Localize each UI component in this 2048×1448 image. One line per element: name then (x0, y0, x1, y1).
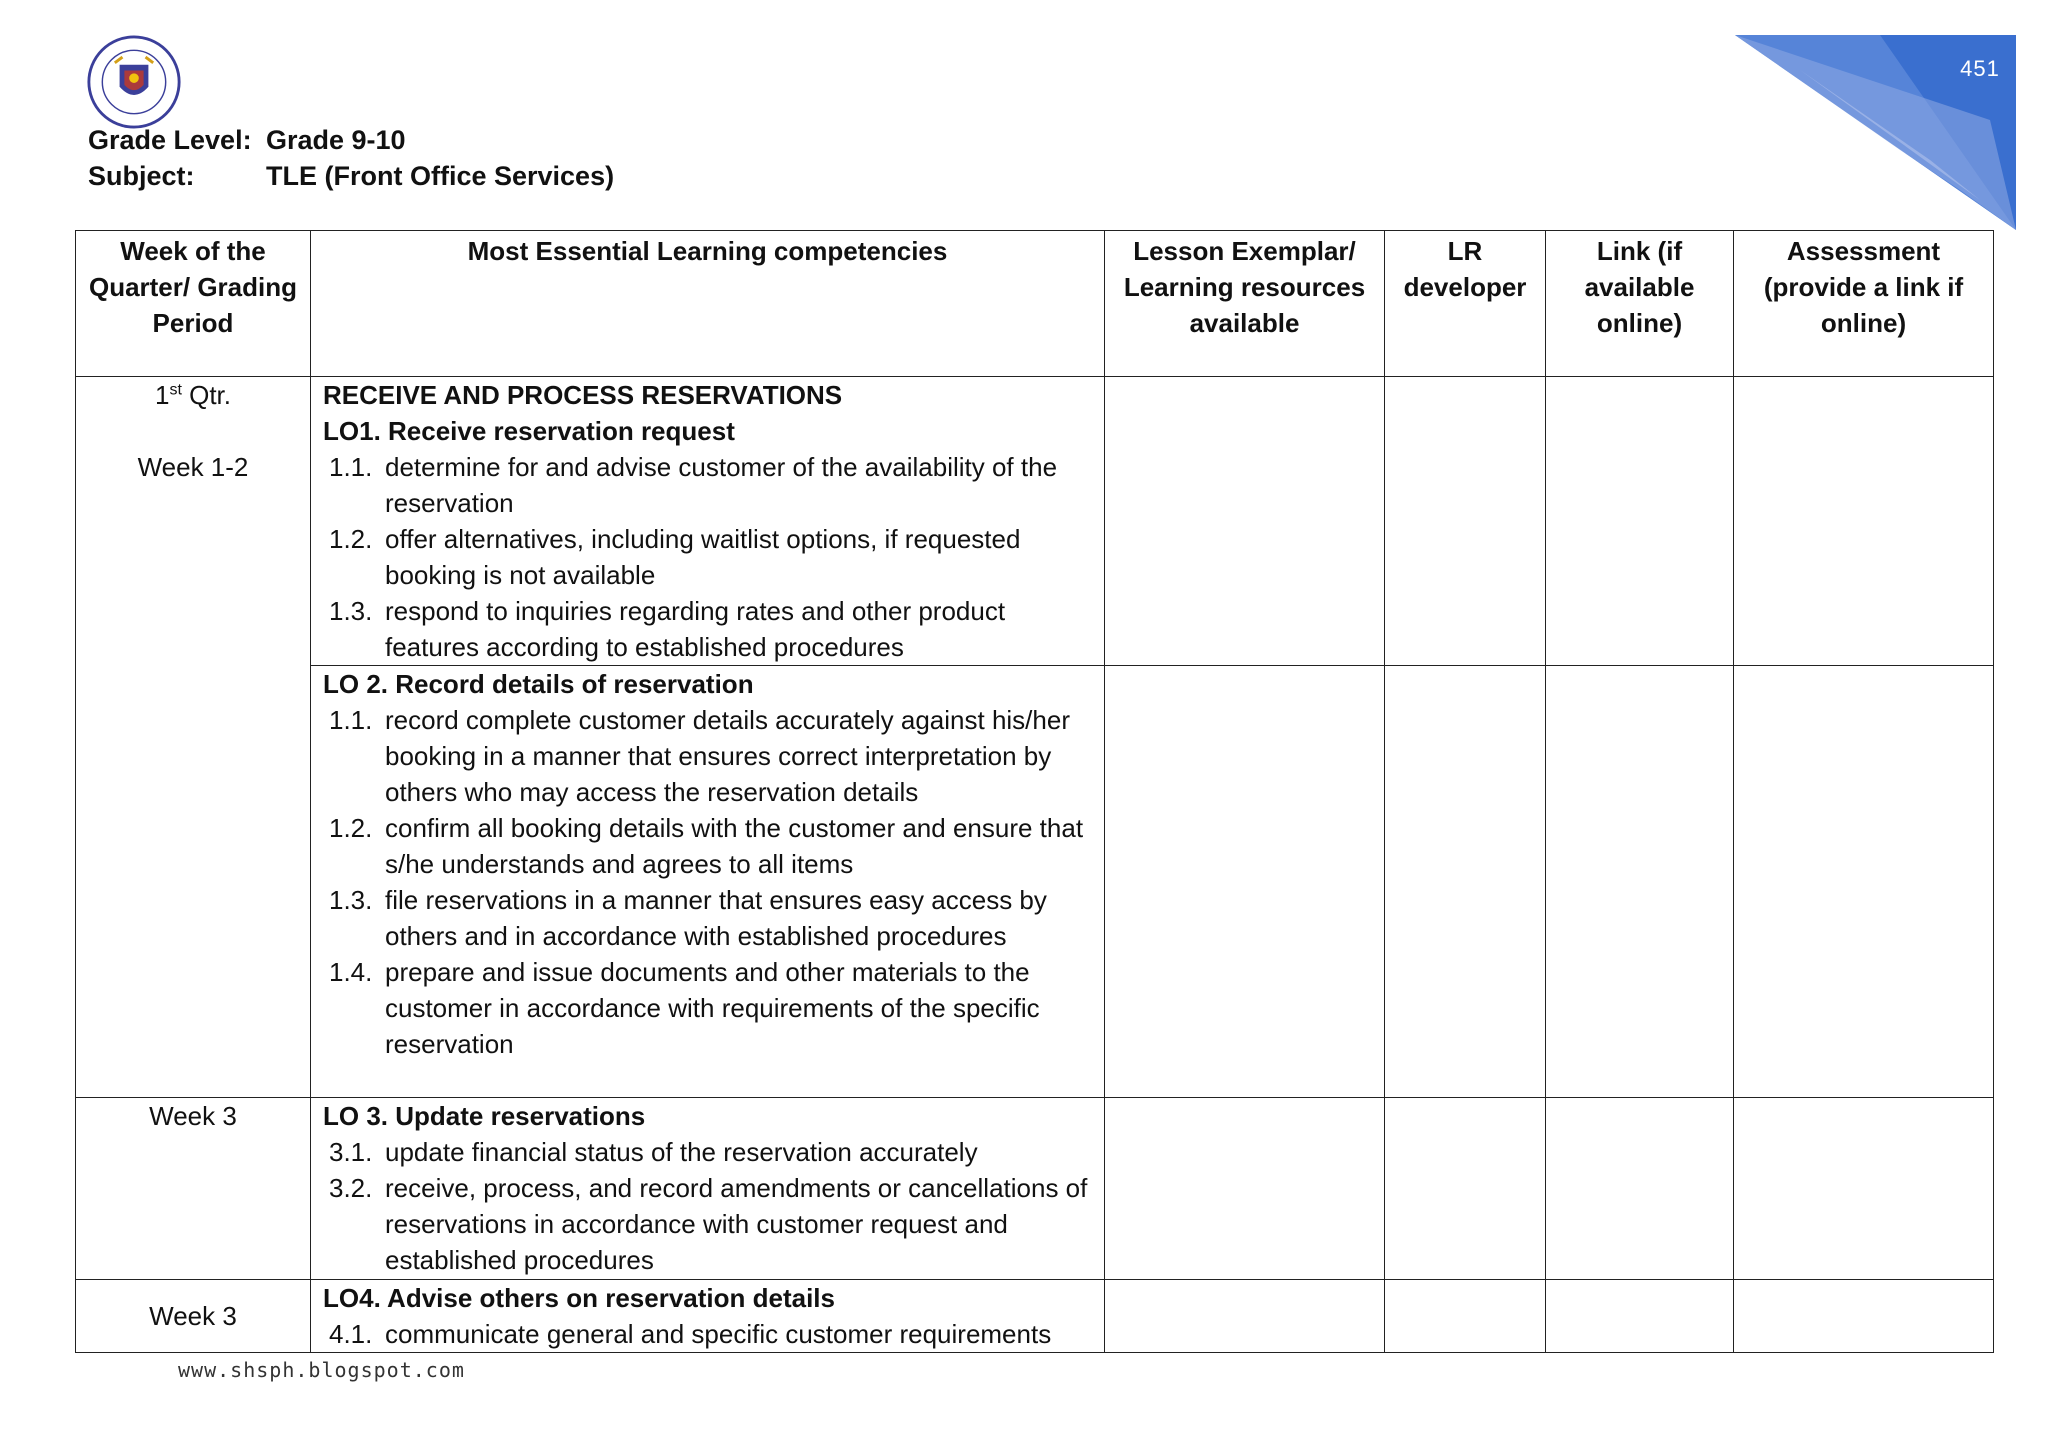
page-number: 451 (1960, 56, 2000, 81)
quarter-label: 1st Qtr. (154, 380, 232, 410)
list-item: 1.4. prepare and issue documents and other materials to the customer in accordance with requirements of the specific reservation (329, 957, 1040, 1059)
week-cell (76, 377, 311, 1098)
week-cell (76, 1280, 311, 1353)
grade-level-value: Grade 9-10 (266, 125, 406, 155)
learning-outcome: LO1. Receive reservation request (323, 416, 735, 446)
grade-level-label: Grade Level: (88, 125, 252, 155)
header-week: Week of the Quarter/ Grading Period (76, 231, 311, 377)
exemplar-cell (1105, 666, 1385, 1098)
assessment-cell (1734, 1280, 1994, 1353)
table-row (76, 377, 1994, 666)
week-label: Week 3 (149, 1101, 237, 1131)
link-cell (1546, 377, 1734, 666)
week-cell (76, 1098, 311, 1280)
subject-row (88, 158, 614, 194)
week-label: Week 1-2 (137, 452, 249, 482)
table-row (76, 1280, 1994, 1353)
learning-outcome: LO 2. Record details of reservation (323, 669, 754, 699)
list-item: 1.2. confirm all booking details with the customer and ensure that s/he understands and agrees to all items (329, 813, 1084, 879)
melc-table (75, 230, 1994, 1353)
header-developer: LR developer (1385, 231, 1546, 377)
list-item: 4.1. communicate general and specific customer requirements (329, 1319, 1052, 1349)
week-label: Week 3 (149, 1301, 237, 1331)
assessment-cell (1734, 1098, 1994, 1280)
learning-outcome: LO 3. Update reservations (323, 1101, 646, 1131)
deped-seal-logo (86, 34, 182, 130)
header-assessment: Assessment (provide a link if online) (1734, 231, 1994, 377)
exemplar-cell (1105, 1098, 1385, 1280)
subject-label: Subject: (88, 161, 195, 191)
table-header-row (76, 231, 1994, 377)
list-item: 3.1. update financial status of the reservation accurately (329, 1137, 978, 1167)
link-cell (1546, 666, 1734, 1098)
learning-outcome: LO4. Advise others on reservation details (323, 1283, 835, 1313)
developer-cell (1385, 666, 1546, 1098)
table-row (76, 1098, 1994, 1280)
developer-cell (1385, 377, 1546, 666)
assessment-cell (1734, 377, 1994, 666)
list-item: 1.1. record complete customer details accurately against his/her booking in a manner that ensures correct interpretation by others who may access the reservation details (329, 705, 1070, 807)
document-header (88, 122, 614, 194)
subject-value: TLE (Front Office Services) (266, 161, 615, 191)
link-cell (1546, 1280, 1734, 1353)
developer-cell (1385, 1098, 1546, 1280)
grade-level-row (88, 122, 614, 158)
footer-url: www.shsph.blogspot.com (178, 1358, 465, 1382)
list-item: 1.2. offer alternatives, including waitlist options, if requested booking is not available (329, 524, 1021, 590)
developer-cell (1385, 1280, 1546, 1353)
link-cell (1546, 1098, 1734, 1280)
competency-cell (311, 1098, 1105, 1280)
header-link: Link (if available online) (1546, 231, 1734, 377)
section-title: RECEIVE AND PROCESS RESERVATIONS (323, 380, 843, 410)
list-item: 1.3. respond to inquiries regarding rates and other product features according to established procedures (329, 596, 1006, 662)
competency-cell (311, 377, 1105, 666)
competency-cell (311, 1280, 1105, 1353)
list-item: 1.1. determine for and advise customer of the availability of the reservation (329, 452, 1058, 518)
list-item: 1.3. file reservations in a manner that ensures easy access by others and in accordance with established procedures (329, 885, 1047, 951)
exemplar-cell (1105, 377, 1385, 666)
header-competencies: Most Essential Learning competencies (311, 231, 1105, 377)
exemplar-cell (1105, 1280, 1385, 1353)
header-exemplar: Lesson Exemplar/ Learning resources available (1105, 231, 1385, 377)
list-item: 3.2. receive, process, and record amendments or cancellations of reservations in accordance with customer request and established procedures (329, 1173, 1088, 1275)
assessment-cell (1734, 666, 1994, 1098)
competency-cell (311, 666, 1105, 1098)
table-row (76, 666, 1994, 1098)
